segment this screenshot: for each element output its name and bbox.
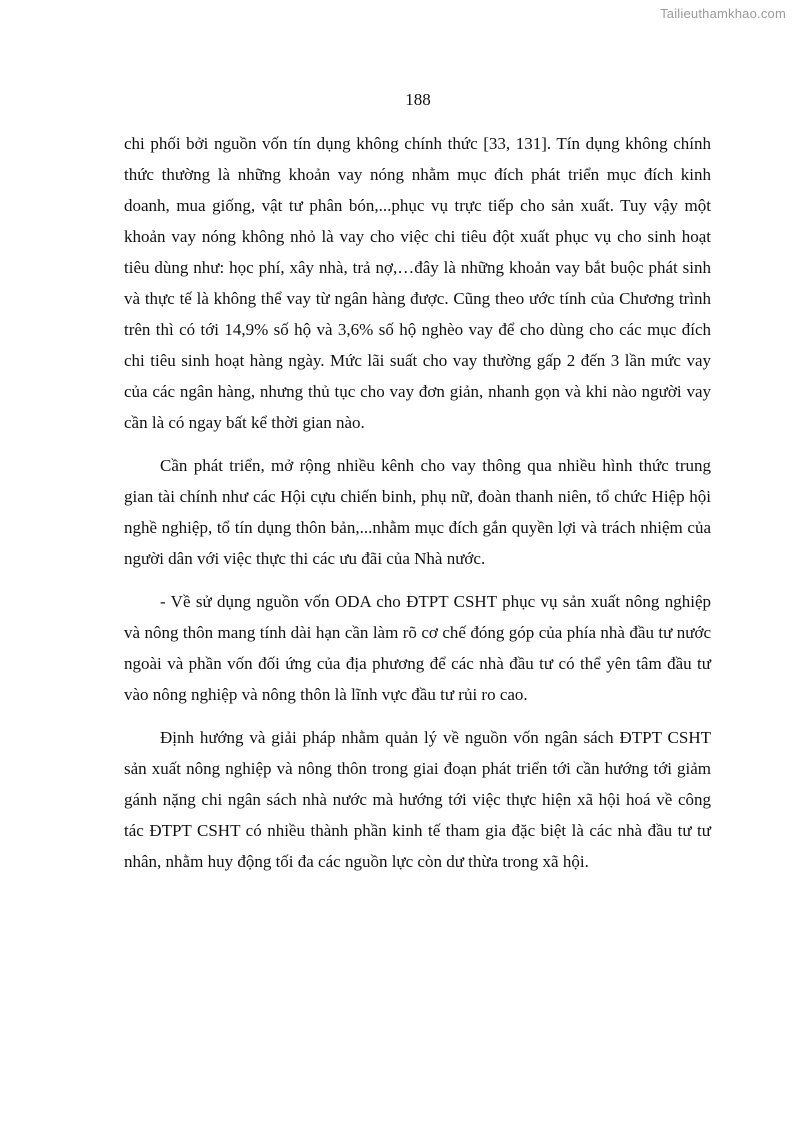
page-number: 188 [405,90,431,109]
paragraph-oda-capital: - Về sử dụng nguồn vốn ODA cho ĐTPT CSHT phục vụ sản xuất nông nghiệp và nông thôn mang tính dài hạn cần làm rõ cơ chế đóng góp của phía nhà đầu tư nước ngoài và phần vốn đối ứng của địa phương để các nhà đầu tư có thể yên tâm đầu tư vào nông nghiệp và nông thôn là lĩnh vực đầu tư rủi ro cao. [124,592,711,704]
paragraph-budget-orientation: Định hướng và giải pháp nhằm quản lý về nguồn vốn ngân sách ĐTPT CSHT sản xuất nông nghiệp và nông thôn trong giai đoạn phát triển tới cần hướng tới giảm gánh nặng chi ngân sách nhà nước mà hướng tới việc thực hiện xã hội hoá về công tác ĐTPT CSHT có nhiều thành phần kinh tế tham gia đặc biệt là các nhà đầu tư tư nhân, nhằm huy động tối đa các nguồn lực còn dư thừa trong xã hội. [124,728,711,871]
paragraph-continued: chi phối bởi nguồn vốn tín dụng không chính thức [33, 131]. Tín dụng không chính thức thường là những khoản vay nóng nhằm mục đích phát triển mục đích kinh doanh, mua giống, vật tư phân bón,...phục vụ trực tiếp cho sản xuất. Tuy vậy một khoản vay nóng không nhỏ là vay cho việc chi tiêu đột xuất phục vụ cho sinh hoạt tiêu dùng như: học phí, xây nhà, trả nợ,…đây là những khoản vay bắt buộc phát sinh và thực tế là không thể vay từ ngân hàng được. Cũng theo ước tính của Chương trình trên thì có tới 14,9% số hộ và 3,6% số hộ nghèo vay để cho dùng cho các mục đích chi tiêu sinh hoạt hàng ngày. Mức lãi suất cho vay thường gấp 2 đến 3 lần mức vay của các ngân hàng, nhưng thủ tục cho vay đơn giản, nhanh gọn và khi nào người vay cần là có ngay bất kể thời gian nào. [124,134,711,432]
watermark: Tailieuthamkhao.com [660,6,786,21]
paragraph-lending-channels: Cần phát triển, mở rộng nhiều kênh cho vay thông qua nhiều hình thức trung gian tài chính như các Hội cựu chiến binh, phụ nữ, đoàn thanh niên, tổ chức Hiệp hội nghề nghiệp, tổ tín dụng thôn bản,...nhằm mục đích gắn quyền lợi và trách nhiệm của người dân với việc thực thi các ưu đãi của Nhà nước. [124,456,711,568]
document-body [124,128,711,877]
